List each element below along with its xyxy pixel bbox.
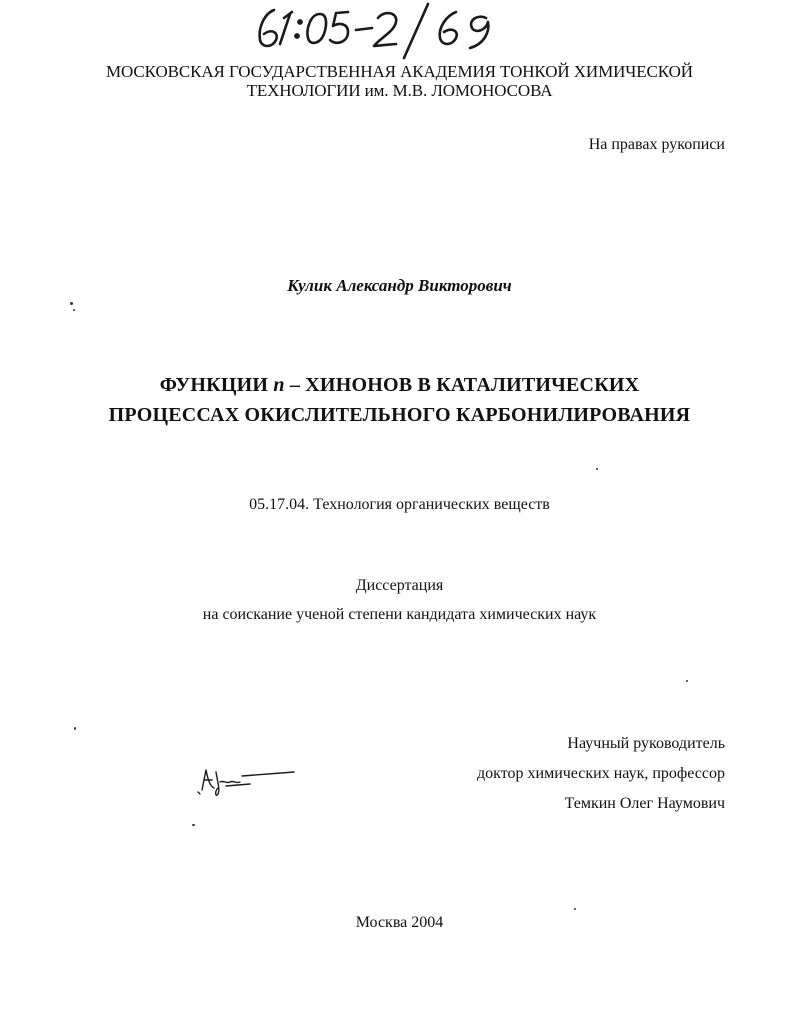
title-line-1-suffix: – ХИНОНОВ В КАТАЛИТИЧЕСКИХ xyxy=(289,374,640,396)
rights-note: На правах рукописи xyxy=(588,136,725,153)
city-year: Москва 2004 xyxy=(355,914,444,931)
supervisor-credentials: доктор химических наук, профессор xyxy=(477,765,725,782)
scan-speck xyxy=(192,824,195,826)
scan-speck xyxy=(596,468,598,470)
scan-speck xyxy=(686,680,688,682)
author-name: Кулик Александр Викторович xyxy=(287,276,512,295)
scan-speck xyxy=(74,727,76,730)
work-type: Диссертация xyxy=(355,577,444,594)
scan-speck xyxy=(73,309,75,311)
handwritten-archive-code xyxy=(250,0,520,62)
supervisor-role: Научный руководитель xyxy=(567,735,725,752)
institution-line-2: ТЕХНОЛОГИИ им. М.В. ЛОМОНОСОВА xyxy=(246,81,553,100)
supervisor-name: Темкин Олег Наумович xyxy=(564,795,725,812)
scan-speck xyxy=(574,908,576,910)
title-line-1-prefix: ФУНКЦИИ xyxy=(159,374,269,396)
title-line-2: ПРОЦЕССАХ ОКИСЛИТЕЛЬНОГО КАРБОНИЛИРОВАНИЯ xyxy=(108,404,691,426)
degree-line: на соискание ученой степени кандидата химических наук xyxy=(202,606,597,623)
institution-line-1: МОСКОВСКАЯ ГОСУДАРСТВЕННАЯ АКАДЕМИЯ ТОНКОЙ ХИМИЧЕСКОЙ xyxy=(106,62,693,81)
signature xyxy=(196,762,300,802)
title-line-1 xyxy=(0,370,799,400)
title-line-1-italic: п xyxy=(273,374,285,396)
scan-speck xyxy=(70,302,73,305)
specialty-code: 05.17.04. Технология органических веществ xyxy=(249,496,550,513)
